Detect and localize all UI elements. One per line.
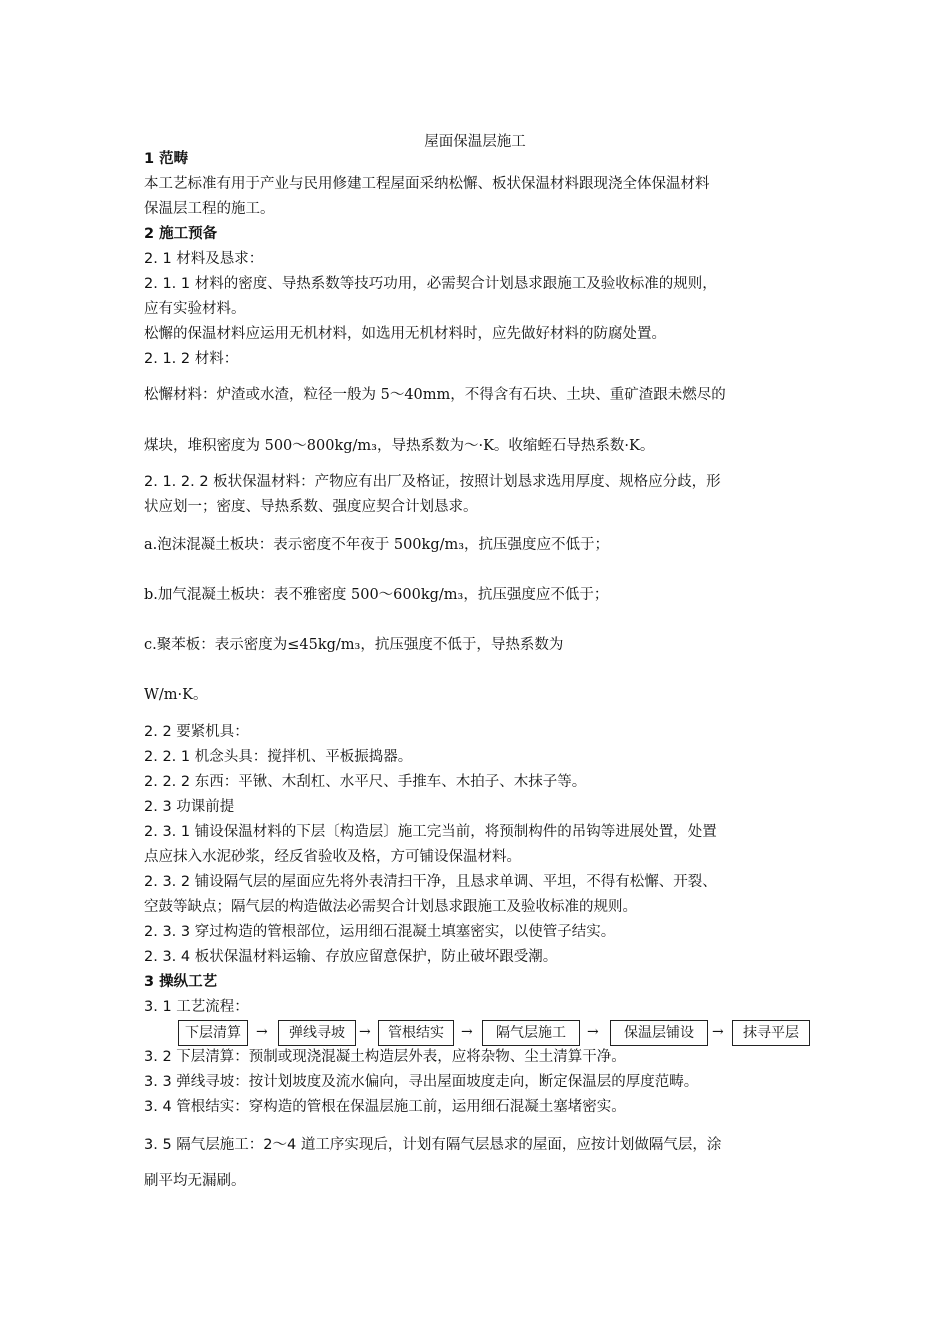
paragraph-line: W/m·K。 <box>144 687 208 703</box>
paragraph-line: 2. 1. 1 材料的密度、导热系数等技巧功用，必需契合计划恳求跟施工及验收标准的规则， <box>144 276 717 292</box>
paragraph-line: 应有实验材料。 <box>144 301 246 317</box>
paragraph-line: 3. 4 管根结实：穿构造的管根在保温层施工前，运用细石混凝土塞堵密实。 <box>144 1099 626 1115</box>
flow-step-box: 隔气层施工 <box>482 1020 580 1046</box>
paragraph-line: 本工艺标准有用于产业与民用修建工程屋面采纳松懈、板状保温材料跟现浇全体保温材料 <box>144 176 710 192</box>
flow-arrow: → <box>359 1024 371 1040</box>
paragraph-line: b.加气混凝土板块：表不雅密度 500～600kg/m₃，抗压强度应不低于； <box>144 587 609 603</box>
paragraph-line: a.泡沫混凝土板块：表示密度不年夜于 500kg/m₃，抗压强度应不低于； <box>144 537 610 553</box>
section-heading: 2 施工预备 <box>144 226 218 242</box>
paragraph-line: 松懈的保温材料应运用无机材料，如选用无机材料时，应先做好材料的防腐处置。 <box>144 326 666 342</box>
section-heading: 3 操纵工艺 <box>144 974 218 990</box>
flow-step-box: 下层清算 <box>178 1020 248 1046</box>
paragraph-line: 刷平均无漏刷。 <box>144 1173 246 1189</box>
paragraph-line: 松懈材料：炉渣或水渣，粒径一般为 5～40mm，不得含有石块、土块、重矿渣跟未燃尽的 <box>144 387 726 403</box>
paragraph-line: 2. 3. 3 穿过构造的管根部位，运用细石混凝土填塞密实，以使管子结实。 <box>144 924 616 940</box>
paragraph-line: c.聚苯板：表示密度为≤45kg/m₃，抗压强度不低于，导热系数为 <box>144 637 564 653</box>
paragraph-line: 3. 2 下层清算：预制或现浇混凝土构造层外表，应将杂物、尘土清算干净。 <box>144 1049 626 1065</box>
flow-arrow: → <box>461 1024 473 1040</box>
paragraph-line: 2. 3 功课前提 <box>144 799 235 815</box>
flow-step-box: 抹寻平层 <box>732 1020 810 1046</box>
paragraph-line: 点应抹入水泥砂浆，经反省验收及格，方可铺设保温材料。 <box>144 849 521 865</box>
paragraph-line: 2. 2. 1 机念头具：搅拌机、平板振捣器。 <box>144 749 413 765</box>
flow-step-box: 弹线寻坡 <box>278 1020 356 1046</box>
paragraph-line: 3. 1 工艺流程： <box>144 999 249 1015</box>
paragraph-line: 3. 3 弹线寻坡：按计划坡度及流水偏向，寻出屋面坡度走向，断定保温层的厚度范畴。 <box>144 1074 699 1090</box>
paragraph-line: 2. 3. 2 铺设隔气层的屋面应先将外表清扫干净，且恳求单调、平坦，不得有松懈、开裂、 <box>144 874 717 890</box>
section-heading: 1 范畴 <box>144 151 189 167</box>
paragraph-line: 2. 1. 2 材料： <box>144 351 239 367</box>
paragraph-line: 2. 2 要紧机具： <box>144 724 249 740</box>
paragraph-line: 保温层工程的施工。 <box>144 201 275 217</box>
paragraph-line: 2. 2. 2 东西：平锹、木刮杠、水平尺、手推车、木拍子、木抹子等。 <box>144 774 587 790</box>
paragraph-line: 煤块，堆积密度为 500～800kg/m₃，导热系数为～·K。收缩蛭石导热系数·K。 <box>144 438 655 454</box>
paragraph-line: 2. 3. 1 铺设保温材料的下层〔构造层〕施工完当前，将预制构件的吊钩等进展处置，处置 <box>144 824 717 840</box>
flow-step-box: 管根结实 <box>378 1020 454 1046</box>
flow-arrow: → <box>712 1024 724 1040</box>
paragraph-line: 状应划一；密度、导热系数、强度应契合计划恳求。 <box>144 499 478 515</box>
flow-arrow: → <box>587 1024 599 1040</box>
flow-arrow: → <box>256 1024 268 1040</box>
flow-step-box: 保温层铺设 <box>610 1020 708 1046</box>
document-title: 屋面保温层施工 <box>424 134 526 150</box>
paragraph-line: 2. 3. 4 板状保温材料运输、存放应留意保护，防止破坏跟受潮。 <box>144 949 558 965</box>
paragraph-line: 空鼓等缺点；隔气层的构造做法必需契合计划恳求跟施工及验收标准的规则。 <box>144 899 637 915</box>
paragraph-line: 3. 5 隔气层施工：2～4 道工序实现后，计划有隔气层恳求的屋面，应按计划做隔气层，涂 <box>144 1137 722 1153</box>
paragraph-line: 2. 1. 2. 2 板状保温材料：产物应有出厂及格证，按照计划恳求选用厚度、规格应分歧，形 <box>144 474 721 490</box>
paragraph-line: 2. 1 材料及恳求： <box>144 251 264 267</box>
